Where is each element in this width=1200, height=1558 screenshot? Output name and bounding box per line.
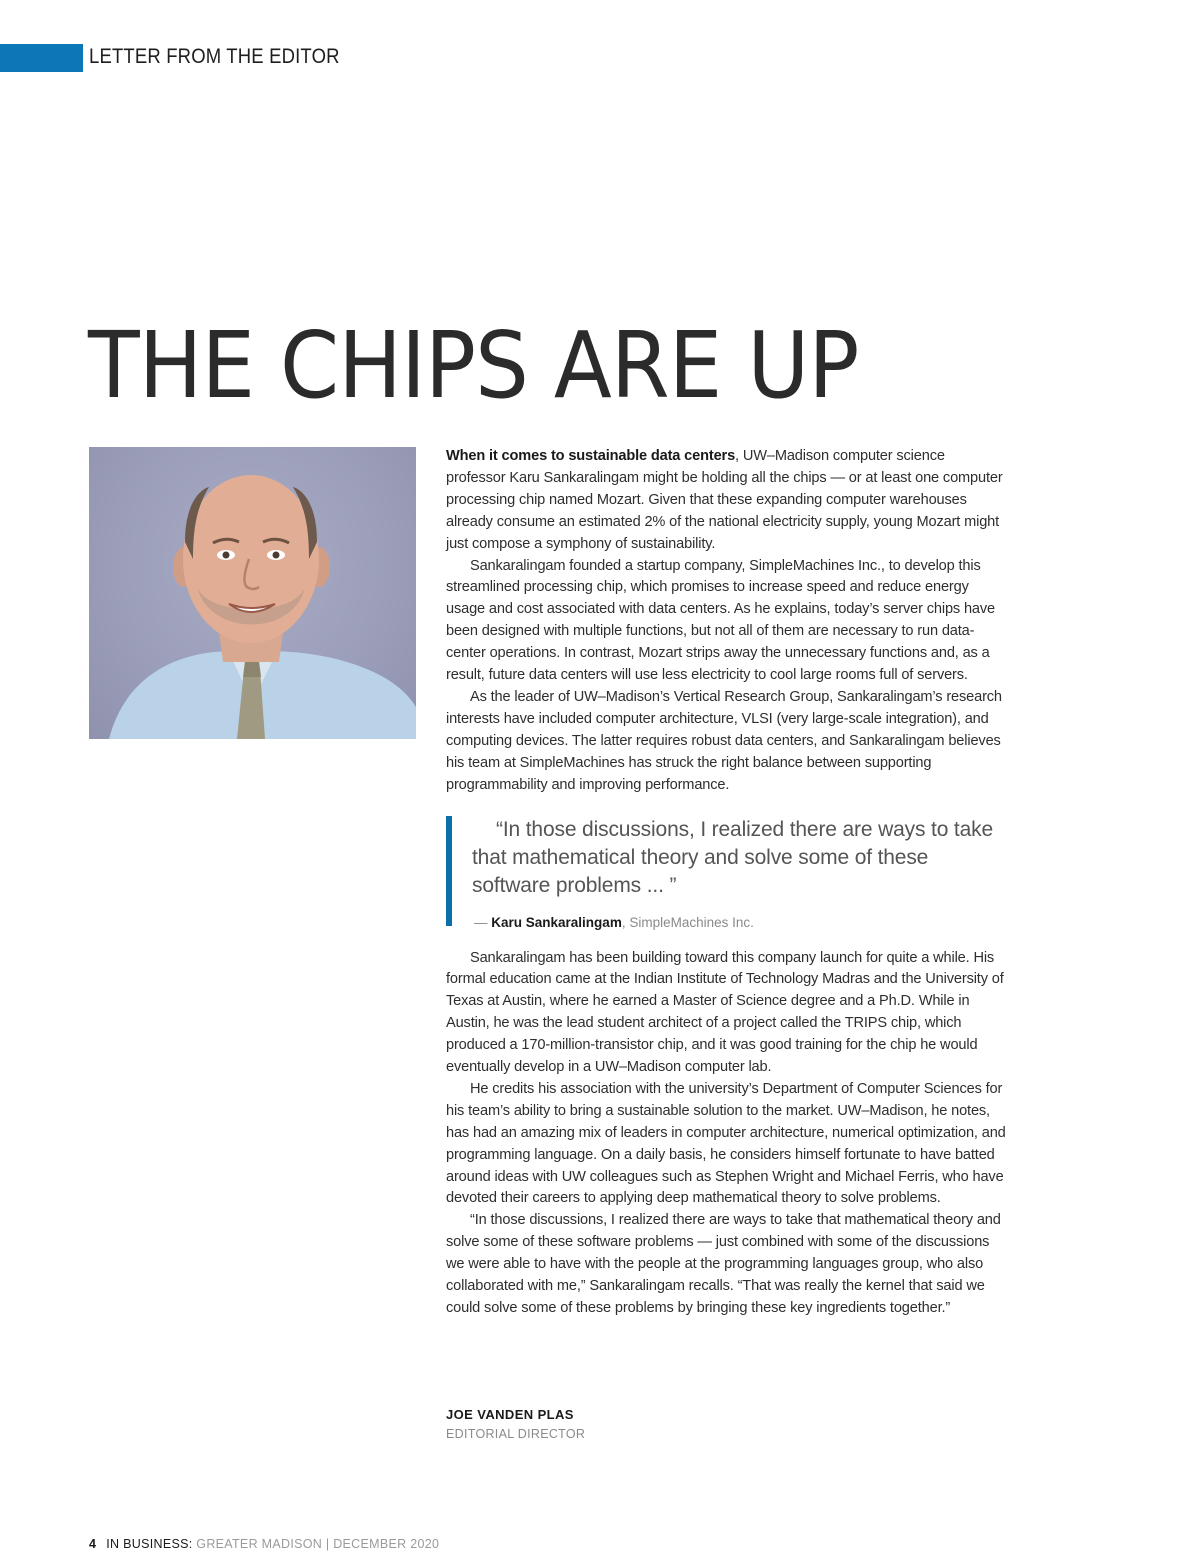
portrait-photo — [89, 447, 416, 739]
pull-quote — [446, 816, 1006, 930]
article-paragraph: Sankaralingam founded a startup company, SimpleMachines Inc., to develop this streamlined processing chip, which promises to increase speed and reduce energy usage and cost associated with data centers. As he explains, today’s server chips have been designed with multiple functions, but not all of them are necessary to run data-center operations. In contrast, Mozart strips away the unnecessary functions and, as a result, future data centers will use less electricity to cool large rooms full of servers. — [446, 557, 996, 684]
article-paragraph: As the leader of UW–Madison’s Vertical Research Group, Sankaralingam’s research interests have included computer architecture, VLSI (very large-scale integration), and computing devices. The latter requires robust data centers, and Sankaralingam believes his team at SimpleMachines has struck the right balance between supporting programmability and improving performance. — [446, 688, 1002, 793]
article-paragraph: Sankaralingam has been building toward this company launch for quite a while. His formal education came at the Indian Institute of Technology Madras and the University of Texas at Austin, where he earned a Master of Science degree and a Ph.D. While in Austin, he was the lead student architect of a project called the TRIPS chip, which produced a 170-million-transistor chip, and it was good training for the chip he would eventually develop in a UW–Madison computer lab. — [446, 949, 1004, 1076]
portrait-illustration — [89, 447, 416, 739]
paragraph-text: , UW–Madison computer science professor Karu Sankaralingam might be holding all the chips — or at least one computer processing chip named Mozart. Given that these expanding computer warehouses already consume an estimated 2% of the national electricity supply, young Mozart might just compose a symphony of sustainability. — [446, 448, 1003, 552]
headline: THE CHIPS ARE UP — [88, 312, 859, 419]
section-accent-bar — [0, 44, 83, 72]
attribution-dash: — — [474, 914, 492, 930]
attribution-affiliation: , SimpleMachines Inc. — [621, 914, 754, 930]
section-label: LETTER FROM THE EDITOR — [89, 45, 340, 68]
article-paragraph — [446, 446, 1006, 556]
publication-name: IN BUSINESS: — [106, 1537, 193, 1551]
attribution-name: Karu Sankaralingam — [491, 914, 622, 930]
pull-quote-bar — [446, 816, 452, 926]
publication-edition: GREATER MADISON | DECEMBER 2020 — [192, 1537, 440, 1551]
pull-quote-attribution — [466, 912, 1006, 934]
page-footer — [89, 1537, 439, 1551]
page-number: 4 — [89, 1537, 97, 1551]
article-paragraph: He credits his association with the university’s Department of Computer Sciences for his team’s ability to bring a sustainable solution to the market. UW–Madison, he notes, has had an amazing mix of leaders in computer architecture, numerical optimization, and programming language. On a daily basis, he considers himself fortunate to have batted around ideas with UW colleagues such as Stephen Wright and Michael Ferris, who have devoted their careers to applying deep mathematical theory to solve problems. — [446, 1080, 1006, 1207]
lead-in: When it comes to sustainable data centers — [446, 448, 736, 464]
signature-title: EDITORIAL DIRECTOR — [446, 1427, 586, 1441]
signature-name: JOE VANDEN PLAS — [446, 1407, 574, 1422]
article-body — [446, 446, 1006, 1320]
article-paragraph: “In those discussions, I realized there are ways to take that mathematical theory and solve some of these software problems — just combined with some of the discussions we were able to have with the people at the programming languages group, who also collaborated with me,” Sankaralingam recalls. “That was really the kernel that said we could solve some of these problems by bringing these key ingredients together.” — [446, 1212, 1001, 1316]
pull-quote-text: “In those discussions, I realized there are ways to take that mathematical theory and solve some of these software problems ... ” — [472, 817, 994, 897]
